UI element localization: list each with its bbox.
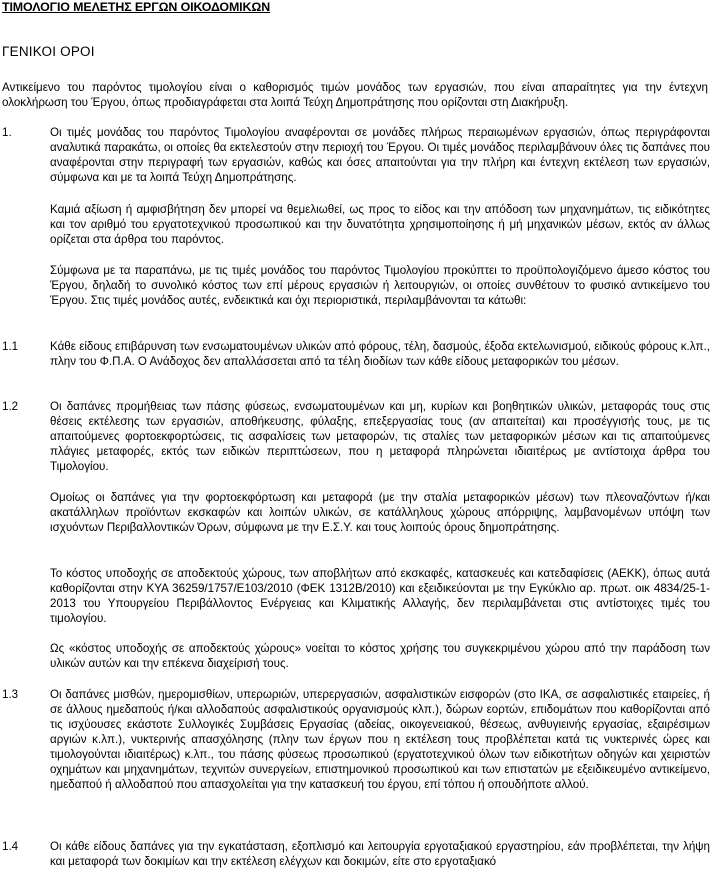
- item-paragraph: Οι τιμές μονάδας του παρόντος Τιμολογίου αναφέρονται σε μονάδες πλήρως περαιωμένων εργασιών, όπως περιγράφονται αναλυτικά παρακάτω, οι οποίες θα εκτελεστούν στην περιοχή του Έργου. Οι τιμές μονάδος περιλαμβάνουν όλες τις δαπάνες που αναφέρονται στην περιγραφή των εργασιών, καθώς και όσες απαιτούνται για την πλήρη και έντεχνη εκτέλεση των εργασιών, σύμφωνα και με τα λοιπά Τεύχη Δημοπράτησης.: [50, 126, 710, 184]
- item-paragraph: Οι δαπάνες μισθών, ημερομισθίων, υπερωριών, υπερεργασιών, ασφαλιστικών εισφορών (στο ΙΚΑ, σε ασφαλιστικές εταιρείες, ή σε άλλους ημεδαπούς ή/και αλλοδαπούς ασφαλιστικούς οργανισμούς κλπ.), δώρων εορτών, επιδομάτων που καθορίζονται από τις ισχύουσες εκάστοτε Συλλογικές Συμβάσεις Εργασίας (αδείας, οικογενειακού, θέσεως, ανθυγιεινής εργασίας, εξαιρέσιμων αργιών κ.λπ.), νυκτερινής απασχόλησης (πλην των έργων που η εκτέλεση τους προβλέπεται κατά τις νυκτερινές ώρες και τιμολογούνται ιδιαιτέρως) κ.λπ., του πάσης φύσεως προσωπικού (εργατοτεχνικού όλων των ειδικοτήτων οδηγών και χειριστών οχημάτων και μηχανημάτων, τεχνιτών συνεργείων, επιστημονικού προσωπικού και των επιστατών με εξειδικευμένο αντικείμενο, ημεδαπού ή αλλοδαπού που απασχολείται για την κατασκευή του έργου, επί τόπου ή οπουδήποτε αλλού.: [50, 688, 710, 791]
- item-paragraph: Ομοίως οι δαπάνες για την φορτοεκφόρτωση και μεταφορά (με την σταλία μεταφορικών μέσων) των πλεοναζόντων ή/και ακατάλληλων προϊόντων εκσκαφών και λοιπών υλικών, σε κατάλληλους χώρους απόρριψης, λαμβανομένων υπόψη των ισχυόντων Περιβαλλοντικών Όρων, σύμφωνα με την Ε.Σ.Υ. και τους λοιπούς όρους δημοπράτησης.: [50, 491, 710, 534]
- intro-paragraph: Αντικείμενο του παρόντος τιμολογίου είναι ο καθορισμός τιμών μονάδος των εργασιών, που είναι απαραίτητες για την έντεχνη ολοκλήρωση του Έργου, όπως προδιαγράφεται στα λοιπά Τεύχη Δημοπράτησης που ορίζονται στη Διακήρυξη.: [2, 81, 708, 109]
- item-paragraph: Κάθε είδους επιβάρυνση των ενσωματουμένων υλικών από φόρους, τέλη, δασμούς, έξοδα εκτελωνισμού, ειδικούς φόρους κ.λπ., πλην του Φ.Π.Α. Ο Ανάδοχος δεν απαλλάσσεται από τα τέλη διοδίων των κάθε είδους μεταφορικών του μέσων.: [50, 340, 710, 368]
- item-number: 1.: [2, 126, 12, 139]
- item-number: 1.2: [2, 400, 19, 413]
- item-number: 1.3: [2, 688, 19, 701]
- item-paragraph: Σύμφωνα με τα παραπάνω, με τις τιμές μονάδος του παρόντος Τιμολογίου προκύπτει το προϋπολογιζόμενο άμεσο κόστος του Έργου, δηλαδή το συνολικό κόστος των επί μέρους εργασιών ή λειτουργιών, οι οποίες συνθέτουν το φυσικό αντικείμενο του Έργου. Στις τιμές μονάδος αυτές, ενδεικτικά και όχι περιοριστικά, περιλαμβάνονται τα κάτωθι:: [50, 264, 710, 307]
- item-number: 1.4: [2, 840, 19, 853]
- item-paragraph: Ως «κόστος υποδοχής σε αποδεκτούς χώρους» νοείται το κόστος χρήσης του συγκεκριμένου χώρου από την παράδοση των υλικών αυτών και την επέκενα διαχείρισή τους.: [50, 642, 710, 670]
- item-paragraph: Καμιά αξίωση ή αμφισβήτηση δεν μπορεί να θεμελιωθεί, ως προς το είδος και την απόδοση των μηχανημάτων, τις ειδικότητες και τον αριθμό του εργατοτεχνικού προσωπικού και την δυνατότητα χρησιμοποίησης ή μή μηχανικών μέσων, εκτός αν άλλως ορίζεται στα άρθρα του παρόντος.: [50, 203, 710, 246]
- item-paragraph: Οι κάθε είδους δαπάνες για την εγκατάσταση, εξοπλισμό και λειτουργία εργοταξιακού εργαστηρίου, εάν προβλέπεται, την λήψη και μεταφορά των δοκιμίων και την εκτέλεση ελέγχων και δοκιμών, είτε στο εργοταξιακό: [50, 840, 710, 868]
- item-paragraph: Το κόστος υποδοχής σε αποδεκτούς χώρους, των αποβλήτων από εκσκαφές, κατασκευές και κατεδαφίσεις (ΑΕΚΚ), όπως αυτά καθορίζονται στην ΚΥΑ 36259/1757/Ε103/2010 (ΦΕΚ 1312Β/2010) και εξειδικεύονται με την Εγκύκλιο αρ. πρωτ. οικ 4834/25-1-2013 του Υπουργείου Περιβάλλοντος Ενέργειας και Κλιματικής Αλλαγής, δεν περιλαμβάνεται στις αντίστοιχες τιμές του τιμολογίου.: [50, 567, 710, 625]
- section-heading: ΓΕΝΙΚΟΙ ΟΡΟΙ: [2, 44, 95, 59]
- item-paragraph: Οι δαπάνες προμήθειας των πάσης φύσεως, ενσωματουμένων και μη, κυρίων και βοηθητικών υλικών, μεταφοράς τους στις θέσεις εκτέλεσης των εργασιών, αποθήκευσης, φύλαξης, επεξεργασίας τους (αν απαιτείται) και προσέγγισής τους, με τις απαιτούμενες φορτοεκφορτώσεις, τις ασφαλίσεις των μεταφορών, τις σταλίες των μεταφορικών μέσων και τις απαιτούμενες πλάγιες μεταφορές, εκτός των ειδικών περιπτώσεων, που η μεταφορά πληρώνεται ιδιαιτέρως με αντίστοιχα άρθρα του Τιμολογίου.: [50, 400, 710, 473]
- item-number: 1.1: [2, 340, 19, 353]
- document-title: ΤΙΜΟΛΟΓΙΟ ΜΕΛΕΤΗΣ ΕΡΓΩΝ ΟΙΚΟΔΟΜΙΚΩΝ: [2, 0, 271, 14]
